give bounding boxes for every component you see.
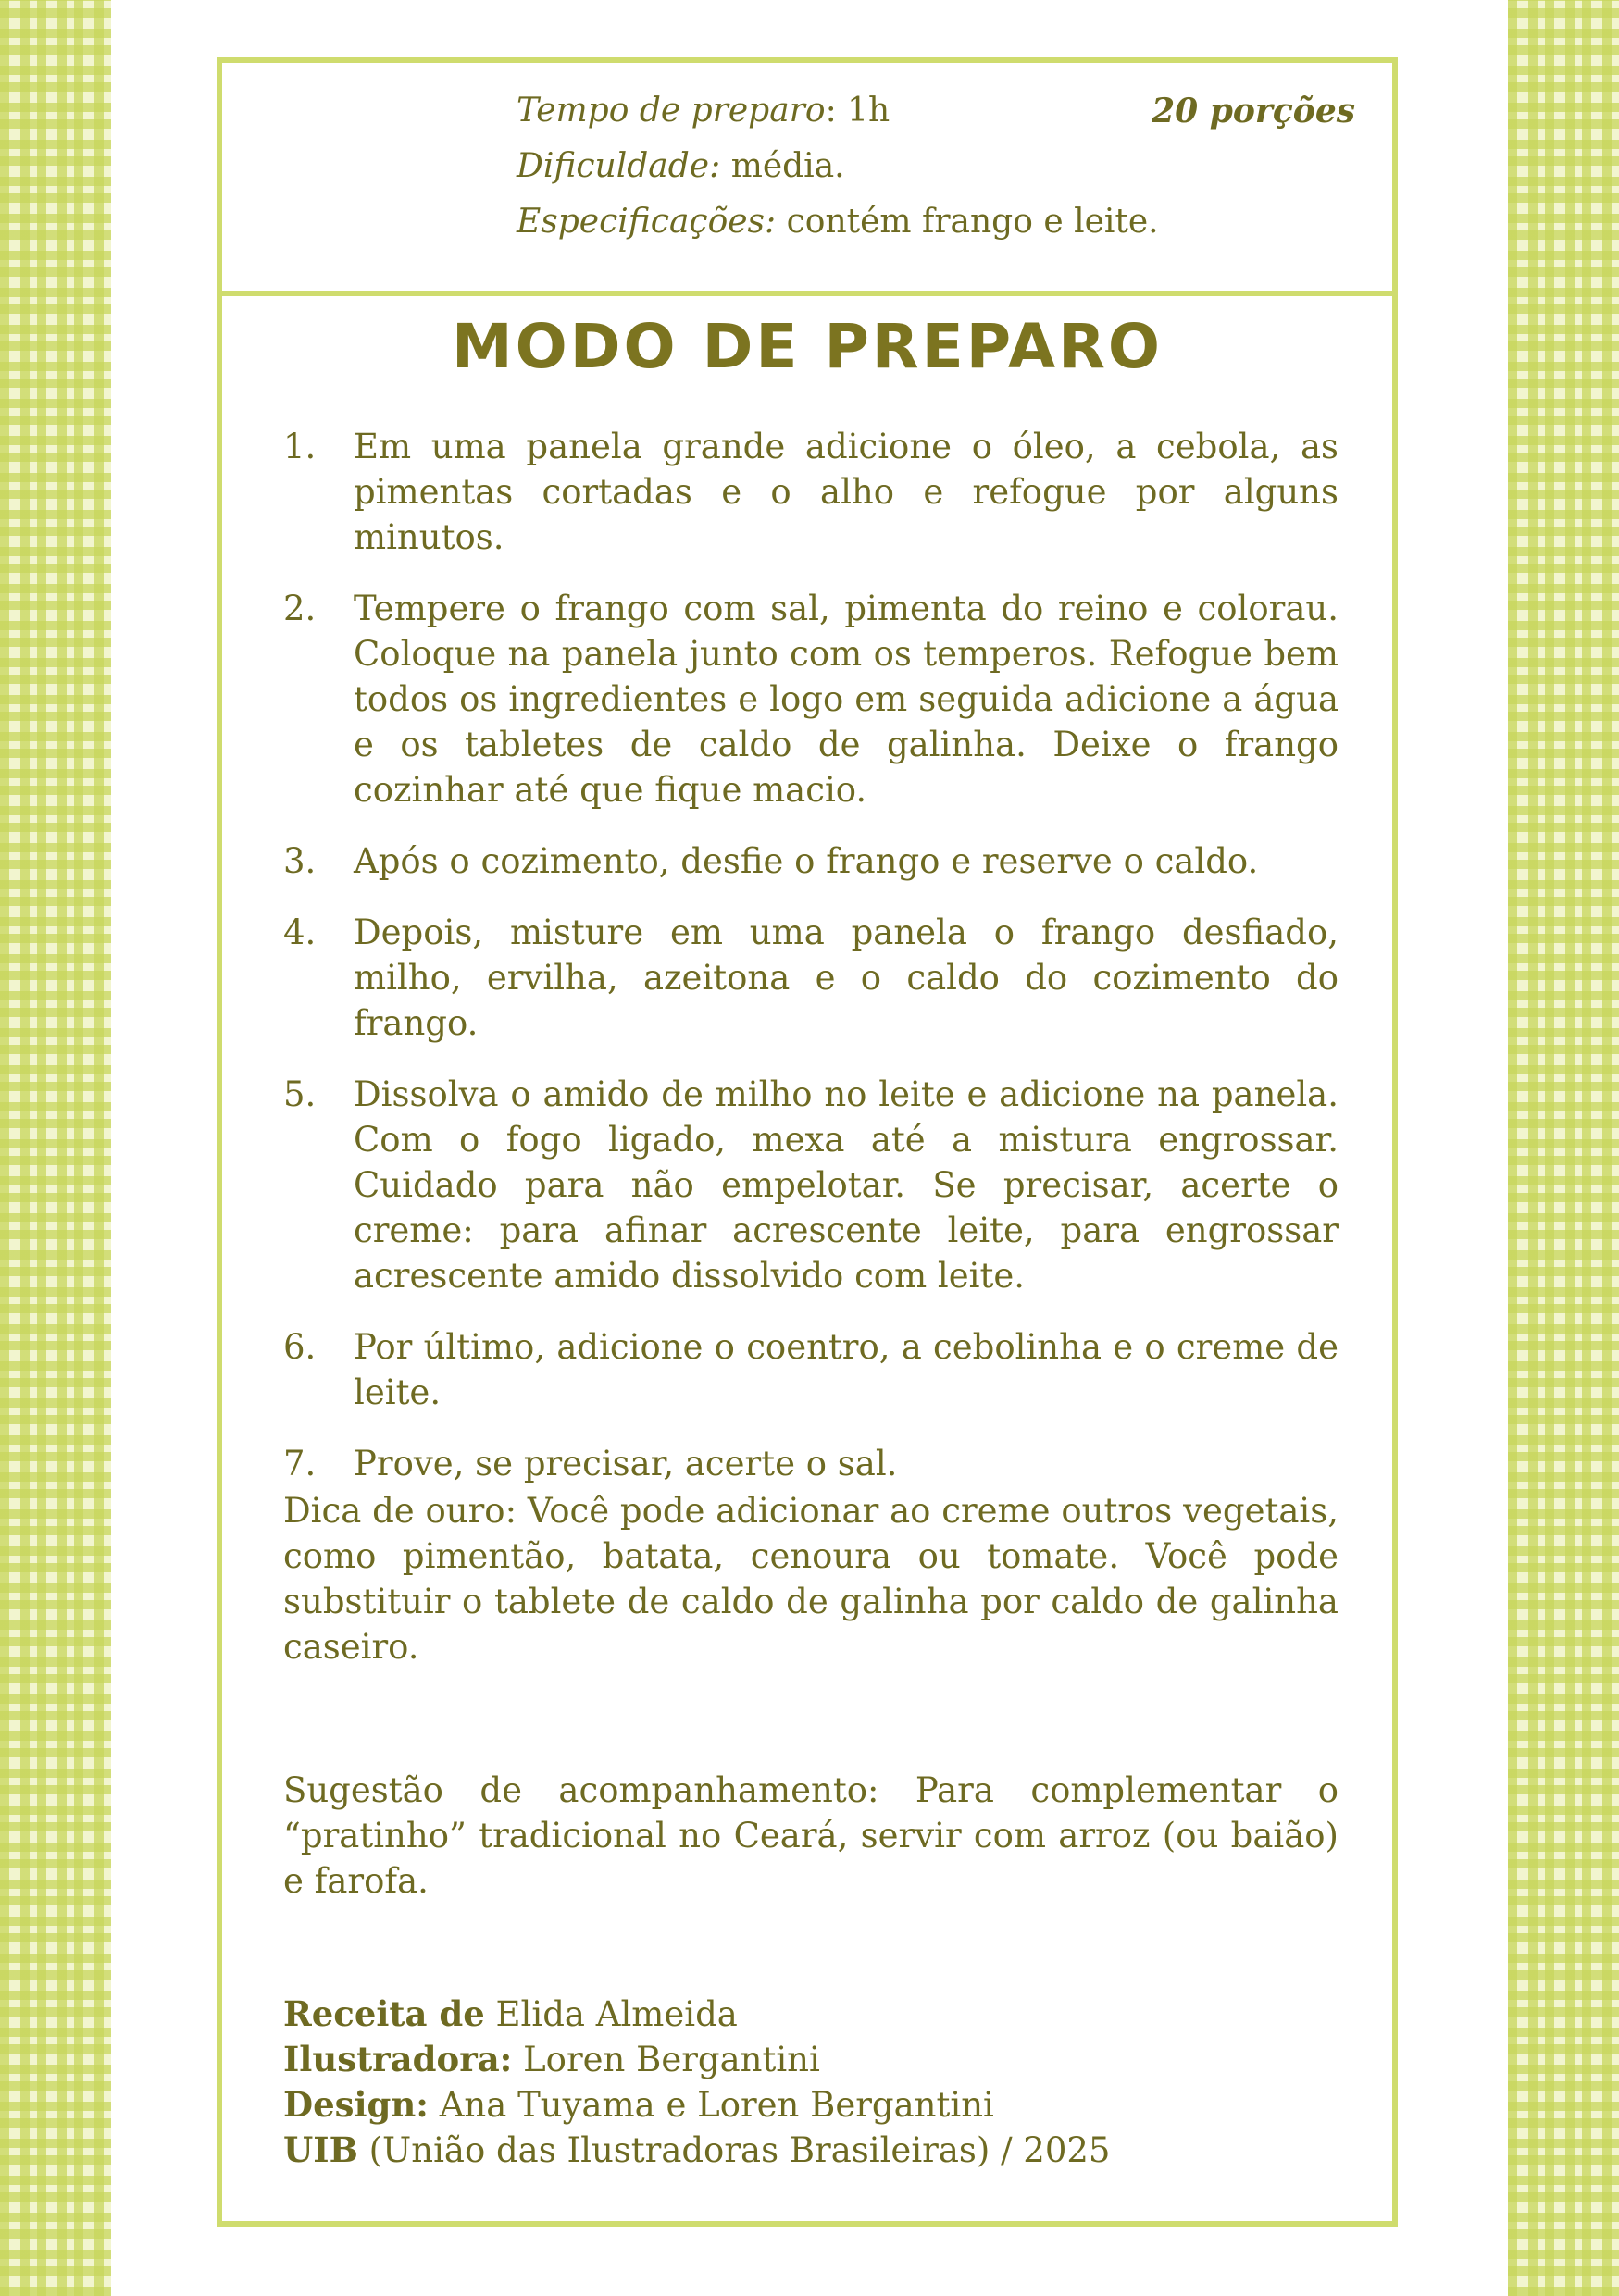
credit-illustrator <box>283 2037 1110 2082</box>
step-text: Dissolva o amido de milho no leite e adicione na panela. Com o fogo ligado, mexa até a mistura engrossar. Cuidado para não empelotar. Se precisar, acerte o creme: para afinar acrescente leite, para engrossar acrescente amido dissolvido com leite. <box>354 1074 1339 1296</box>
credit-illustrator-label: Ilustradora: <box>283 2039 513 2079</box>
step-text: Tempere o frango com sal, pimenta do reino e colorau. Coloque na panela junto com os temperos. Refogue bem todos os ingredientes e logo em seguida adicione a água e os tabletes de caldo de galinha. Deixe o frango cozinhar até que fique macio. <box>354 589 1339 810</box>
recipe-info-box <box>222 63 1392 296</box>
credit-org <box>283 2128 1110 2173</box>
prep-time-value: : 1h <box>825 92 890 130</box>
difficulty-label: Dificuldade: <box>517 147 721 185</box>
recipe-card <box>217 57 1398 2227</box>
step-text: Após o cozimento, desfie o frango e reserve o caldo. <box>354 841 1259 881</box>
specs-label: Especificações: <box>517 203 777 241</box>
difficulty-value: média. <box>720 147 845 185</box>
specs-row <box>517 194 1159 250</box>
step-item <box>283 424 1339 560</box>
step-number: 7. <box>283 1444 317 1483</box>
step-item <box>283 1324 1339 1415</box>
step-text: Por último, adicione o coentro, a cebolinha e o creme de leite. <box>354 1327 1339 1412</box>
prep-time-label: Tempo de preparo <box>517 92 826 130</box>
step-text: Em uma panela grande adicione o óleo, a cebola, as pimentas cortadas e o alho e refogue por alguns minutos. <box>354 427 1339 557</box>
credit-design <box>283 2082 1110 2128</box>
credit-illustrator-value: Loren Bergantini <box>512 2040 820 2079</box>
step-number: 1. <box>283 427 317 466</box>
step-item <box>283 910 1339 1046</box>
specs-value: contém frango e leite. <box>776 203 1159 241</box>
credit-org-label: UIB <box>283 2129 358 2170</box>
tip-paragraph: Dica de ouro: Você pode adicionar ao creme outros vegetais, como pimentão, batata, cenoura ou tomate. Você pode substituir o tablete de caldo de galinha por caldo de galinha caseiro. <box>283 1491 1339 1667</box>
step-item <box>283 1441 1339 1486</box>
step-number: 2. <box>283 589 317 628</box>
credit-design-value: Ana Tuyama e Loren Bergantini <box>428 2085 994 2125</box>
step-text: Prove, se precisar, acerte o sal. <box>354 1444 898 1483</box>
step-text: Depois, misture em uma panela o frango desfiado, milho, ervilha, azeitona e o caldo do cozimento do frango. <box>354 912 1339 1043</box>
step-number: 3. <box>283 841 317 881</box>
prep-time-row <box>517 83 1159 139</box>
step-number: 6. <box>283 1327 317 1367</box>
credit-recipe-label: Receita de <box>283 1993 485 2034</box>
recipe-meta <box>517 83 1159 250</box>
suggestion-paragraph: Sugestão de acompanhamento: Para complementar o “pratinho” tradicional no Ceará, servir com arroz (ou baião) e farofa. <box>283 1770 1339 1901</box>
step-number: 5. <box>283 1074 317 1114</box>
step-item <box>283 838 1339 884</box>
credit-org-value: (União das Ilustradoras Brasileiras) / 2025 <box>357 2130 1111 2170</box>
credit-design-label: Design: <box>283 2084 429 2125</box>
steps-list <box>283 424 1339 1512</box>
step-item <box>283 586 1339 813</box>
plaid-border-left <box>0 0 111 2296</box>
portions: 20 porções <box>1152 92 1355 130</box>
credit-recipe <box>283 1992 1110 2037</box>
section-title: MODO DE PREPARO <box>451 311 1164 382</box>
credits <box>283 1992 1110 2173</box>
step-number: 4. <box>283 912 317 952</box>
credit-recipe-value: Elida Almeida <box>484 1994 738 2034</box>
plaid-border-right <box>1508 0 1619 2296</box>
step-item <box>283 1072 1339 1298</box>
difficulty-row <box>517 139 1159 194</box>
